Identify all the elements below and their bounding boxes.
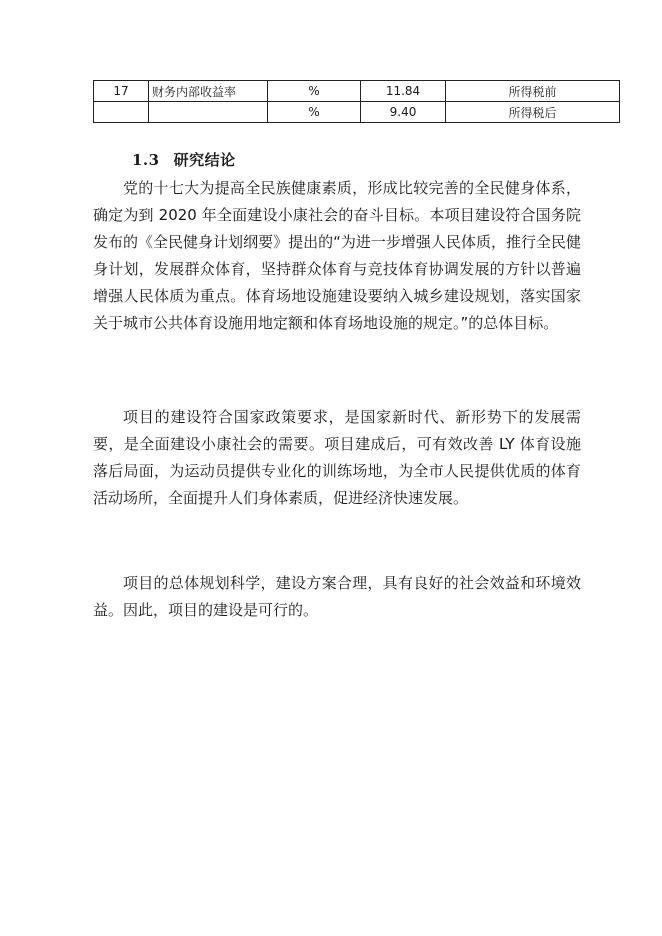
table-row [94, 102, 620, 123]
indicator-note: 所得税前 [446, 81, 620, 102]
indicator-unit: % [268, 102, 361, 123]
table-row [94, 81, 620, 102]
indicator-name: 财务内部收益率 [149, 81, 268, 102]
financial-indicators-table [93, 80, 620, 123]
indicator-value: 9.40 [361, 102, 446, 123]
section-heading [132, 149, 236, 170]
conclusion-paragraph-1: 党的十七大为提高全民族健康素质，形成比较完善的全民健身体系，确定为到 2020 年全面建设小康社会的奋斗目标。本项目建设符合国务院发布的《全民健身计划纲要》提出的“为进一步增强人民体质，推行全民健身计划，发展群众体育，坚持群众体育与竞技体育协调发展的方针以普遍增强人民体质为重点。体育场地设施建设要纳入城乡建设规划，落实国家关于城市公共体育设施用地定额和体育场地设施的规定。”的总体目标。 [93, 179, 581, 332]
indicator-unit: % [268, 81, 361, 102]
conclusion-paragraph-2: 项目的建设符合国家政策要求，是国家新时代、新形势下的发展需要，是全面建设小康社会的需要。项目建成后，可有效改善 LY 体育设施落后局面，为运动员提供专业化的训练场地，为全市人民提供优质的体育活动场所，全面提升人们身体素质，促进经济快速发展。 [93, 408, 581, 507]
section-title: 研究结论 [173, 151, 236, 169]
conclusion-paragraph-3: 项目的总体规划科学，建设方案合理，具有良好的社会效益和环境效益。因此，项目的建设是可行的。 [93, 574, 581, 619]
indicator-note: 所得税后 [446, 102, 620, 123]
section-number: 1.3 [132, 151, 160, 169]
indicator-value: 11.84 [361, 81, 446, 102]
indicator-name [149, 102, 268, 123]
row-number [94, 102, 149, 123]
row-number: 17 [94, 81, 149, 102]
